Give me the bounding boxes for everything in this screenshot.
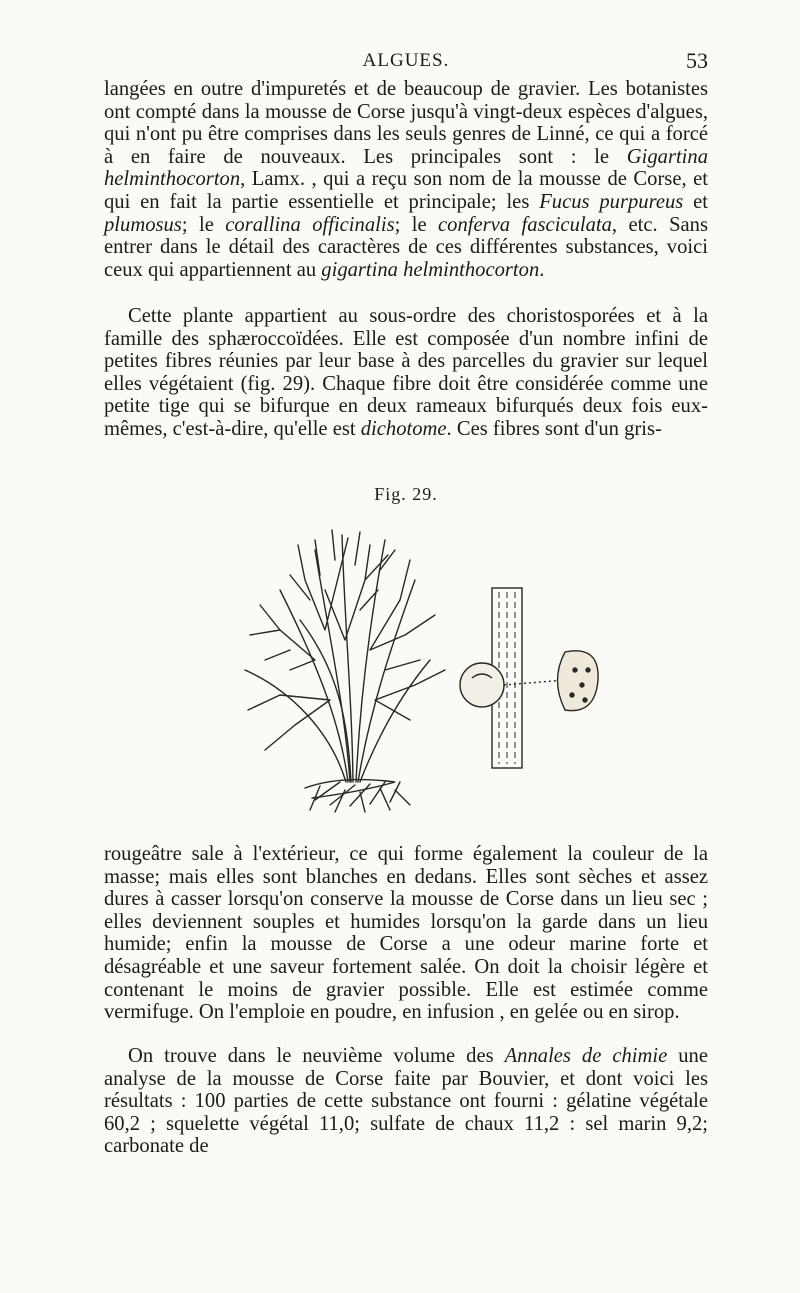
p1-text-g: . [539,258,545,281]
p1-text-a: langées en outre d'impuretés et de beaucoup de gravier. Les botanistes ont compté dans la mousse de Corse jusqu'à vingt-deux espèces d'algues, qui n'ont pu être comprises dans les seuls genres de Linné, ce qui a forcé à en faire de nouveaux. Les principales sont : le [104,78,708,168]
figure-29 [220,520,620,820]
p1-text-e: ; le [394,213,439,236]
running-head [104,50,708,78]
figure-illustration [220,520,620,820]
p4-italic-annales: Annales de chimie [504,1045,668,1067]
p4-text-a: On trouve dans le neuvième volume des [128,1045,505,1067]
paragraph-4 [104,1045,708,1158]
p1-italic-gigartina: Gigartina helminthocorton [104,145,708,191]
p1-text-f: , etc. Sans entrer dans le détail des caractères de ces différentes substances, voici ceux qui appartiennent au [104,213,708,281]
p2-italic-dichotome: dichotome [360,417,447,440]
paragraph-3 [104,843,708,1024]
p4-text-b: une analyse de la mousse de Corse faite par Bouvier, et dont voici les résultats : 100 parties de cette substance ont fourni : gélatine végétale 60,2 ; squelette végétal 11,0; sulfate de chaux 11,2 : sel marin 9,2; carbonate de [104,1045,708,1158]
algae-tuft-drawing [245,530,445,812]
page-number: 53 [686,48,708,73]
p1-italic-conferva: conferva fasciculata [438,213,612,236]
p1-text-c: et [683,190,708,213]
p2-text-a: Cette plante appartient au sous-ordre des choristosporées et à la famille des sphæroccoïdées. Elle est composée d'un nombre infini de petites fibres réunies par leur base à des parcelles du gravier sur lequel elles végétaient (fig. 29). Chaque fibre doit être considérée comme une petite tige qui se bifurque en deux rameaux bifurqués deux fois eux-mêmes, c'est-à-dire, qu'elle est [104,305,708,440]
fibre-cross-section-drawing [460,588,598,768]
paragraph-2 [104,305,708,441]
p1-text-b: , Lamx. , qui a reçu son nom de la mousse de Corse, et qui en fait la partie essentielle et principale; les [104,168,708,213]
paragraph-1 [104,78,708,281]
p1-italic-gigartina-2: gigartina helminthocorton [321,258,540,281]
p1-italic-fucus: Fucus purpureus [539,190,684,213]
p3-text-a: rougeâtre sale à l'extérieur, ce qui forme également la couleur de la masse; mais elles sont blanches en dedans. Elles sont sèches et assez dures à casser lorsqu'on conserve la mousse de Corse dans un lieu sec ; elles deviennent souples et humides lorsqu'on la garde dans un lieu humide; enfin la mousse de Corse a une odeur marine forte et désagréable et une saveur fortement salée. On doit la choisir légère et contenant le moins de gravier possible. Elle est estimée comme vermifuge. On l'emploie en poudre, en infusion , en gelée ou en sirop. [104,843,708,1024]
figure-caption: Fig. 29. [374,484,438,504]
p1-italic-plumosus: plumosus [104,213,182,236]
p2-text-b: . Ces fibres sont d'un gris- [446,417,662,440]
p1-italic-corallina: corallina officinalis [225,213,395,236]
p1-text-d: ; le [181,213,226,236]
running-title: ALGUES. [362,50,450,71]
